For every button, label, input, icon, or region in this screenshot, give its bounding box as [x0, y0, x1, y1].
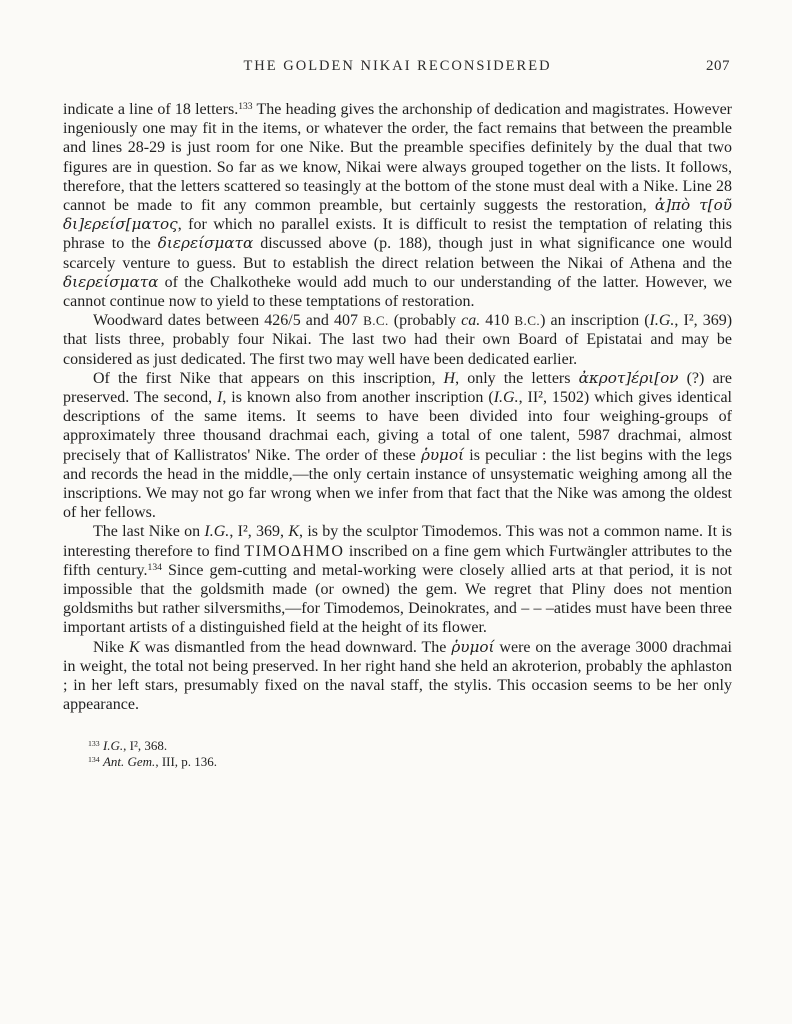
- text-segment: , III, p. 136.: [155, 754, 218, 769]
- text-segment: were on the average 3000 drachmai in weight, the total not being preserved. In her right hand she held an akroterion, probably the aphlaston ; in her left stars, presumably fixed on the naval staff, the stylis. This occasion seems to be her only appearance.: [63, 638, 733, 714]
- footnote-marker: 133: [238, 101, 253, 113]
- text-segment: is peculiar : the list begins with the legs and records the head in the middle,—the only certain instance of unsystematic weighing among all the inscriptions. We may not go far wrong when we infer from that fact that the Nike was among the oldest of her fellows.: [63, 446, 732, 522]
- text-segment: , I², 368.: [123, 737, 168, 753]
- text-segment: , I², 369,: [229, 523, 289, 541]
- text-segment: of the Chalkotheke would add much to our understanding of the latter. However, we cannot continue now to yield to these temptations of restoration.: [63, 273, 732, 311]
- text-segment: (?) are preserved. The second,: [63, 369, 732, 407]
- page-number: 207: [706, 58, 730, 74]
- text-segment: I: [217, 389, 223, 407]
- footnote-marker: 133: [88, 738, 100, 748]
- text-segment: (probably: [388, 312, 462, 330]
- text-segment: K: [129, 638, 140, 656]
- text-segment: inscribed on a fine gem which Furtwängler attributes to the fifth century.: [63, 542, 732, 579]
- text-segment: The last Nike on: [93, 523, 205, 541]
- text-segment: Nike: [93, 638, 130, 656]
- text-segment: The heading gives the archonship of dedication and magistrates. However ingeniously one may fit in the items, or whatever the order, the fact remains that between the preamble and lines 28-29 is just room for one Nike. But the preamble specifies definitely by the dual that two figures are in question. So far as we know, Nikai were always grouped together on the lists. It follows, therefore, that the letters scattered so teasingly at the bottom of the stone must deal with a Nike. Line 28 cannot be made to fit any common preamble, but certainly suggests the restoration,: [63, 101, 733, 215]
- footnote: [63, 754, 732, 771]
- text-segment: , is by the sculptor Timodemos. This was not a common name. It is interesting therefore to find: [63, 523, 733, 560]
- footnote-marker: 134: [88, 755, 100, 765]
- greek-text: διερείσματα: [157, 234, 254, 253]
- text-segment: Woodward dates between 426/5 and 407: [93, 312, 364, 330]
- page-title: THE GOLDEN NIKAI RECONSIDERED: [243, 58, 552, 74]
- paragraph: [63, 638, 732, 715]
- footnote: [63, 738, 732, 755]
- text-segment: , I², 369) that lists three, probably four Nikai. The last two had their own Board of Epistatai and may be considered as just dedicated. The first two may well have been dedicated earlier.: [63, 312, 733, 368]
- paragraph: [63, 100, 732, 311]
- text-segment: Since gem-cutting and metal-working were closely allied arts at that period, it is not impossible that the goldsmith made (or owned) the gem. We regret that Pliny does not mention goldsmiths but rather silversmiths,—for Timodemos, Deinokrates, and – – –atides must have been three important artists of a distinguished field at the height of its flower.: [63, 561, 733, 637]
- paragraph: [63, 369, 732, 523]
- text-segment: was dismantled from the head downward. The: [139, 638, 452, 656]
- footnote-marker: 134: [147, 562, 162, 574]
- text-segment: I.G.: [204, 523, 230, 541]
- footnotes-section: [63, 738, 732, 771]
- paragraph: [63, 522, 732, 637]
- text-segment: , is known also from another inscription (: [222, 389, 494, 407]
- body-text: [63, 100, 732, 715]
- text-segment: ΤΙΜΟΔΗΜΟ: [244, 542, 345, 560]
- text-segment: 410: [480, 312, 515, 330]
- text-segment: K: [288, 523, 300, 541]
- text-segment: indicate a line of 18 letters.: [63, 101, 239, 118]
- text-segment: Ant. Gem.: [102, 754, 156, 769]
- text-segment: ) an inscription (: [540, 312, 650, 330]
- text-segment: I.G.: [649, 312, 675, 330]
- greek-text: ῥυμοί: [451, 637, 495, 656]
- greek-text: διερείσματα: [63, 272, 159, 291]
- page-header: [63, 58, 732, 75]
- text-segment: Of the first Nike that appears on this inscription,: [93, 369, 444, 387]
- text-segment: H: [443, 369, 456, 387]
- greek-text: ῥυμοί: [420, 445, 465, 464]
- text-segment: discussed above (p. 188), though just in what significance one would scarcely venture to guess. But to establish the direct relation between the Nikai of Athena and the: [63, 235, 732, 272]
- text-segment: , II², 1502) which gives identical descriptions of the same items. It seems to have been divided into four weighing-groups of approximately three thousand drachmai each, giving a total of one talent, 5987 drachmai, almost precisely that of Kallistratos' Nike. The order of these: [63, 389, 732, 464]
- text-segment: I.G.: [493, 389, 519, 407]
- text-segment: , for which no parallel exists. It is difficult to resist the temptation of relating this phrase to the: [63, 216, 732, 253]
- paragraph: [63, 311, 732, 369]
- text-segment: B.C.: [514, 313, 541, 329]
- greek-text: ἀκροτ]έρι[ον: [578, 368, 679, 387]
- text-segment: , only the letters: [455, 369, 579, 387]
- greek-text: ἀ]πὸ τ[οῦ δι]ερείσ[ματος: [63, 196, 732, 234]
- text-segment: ca.: [461, 312, 481, 330]
- text-segment: B.C.: [363, 313, 389, 329]
- text-segment: I.G.: [102, 737, 124, 753]
